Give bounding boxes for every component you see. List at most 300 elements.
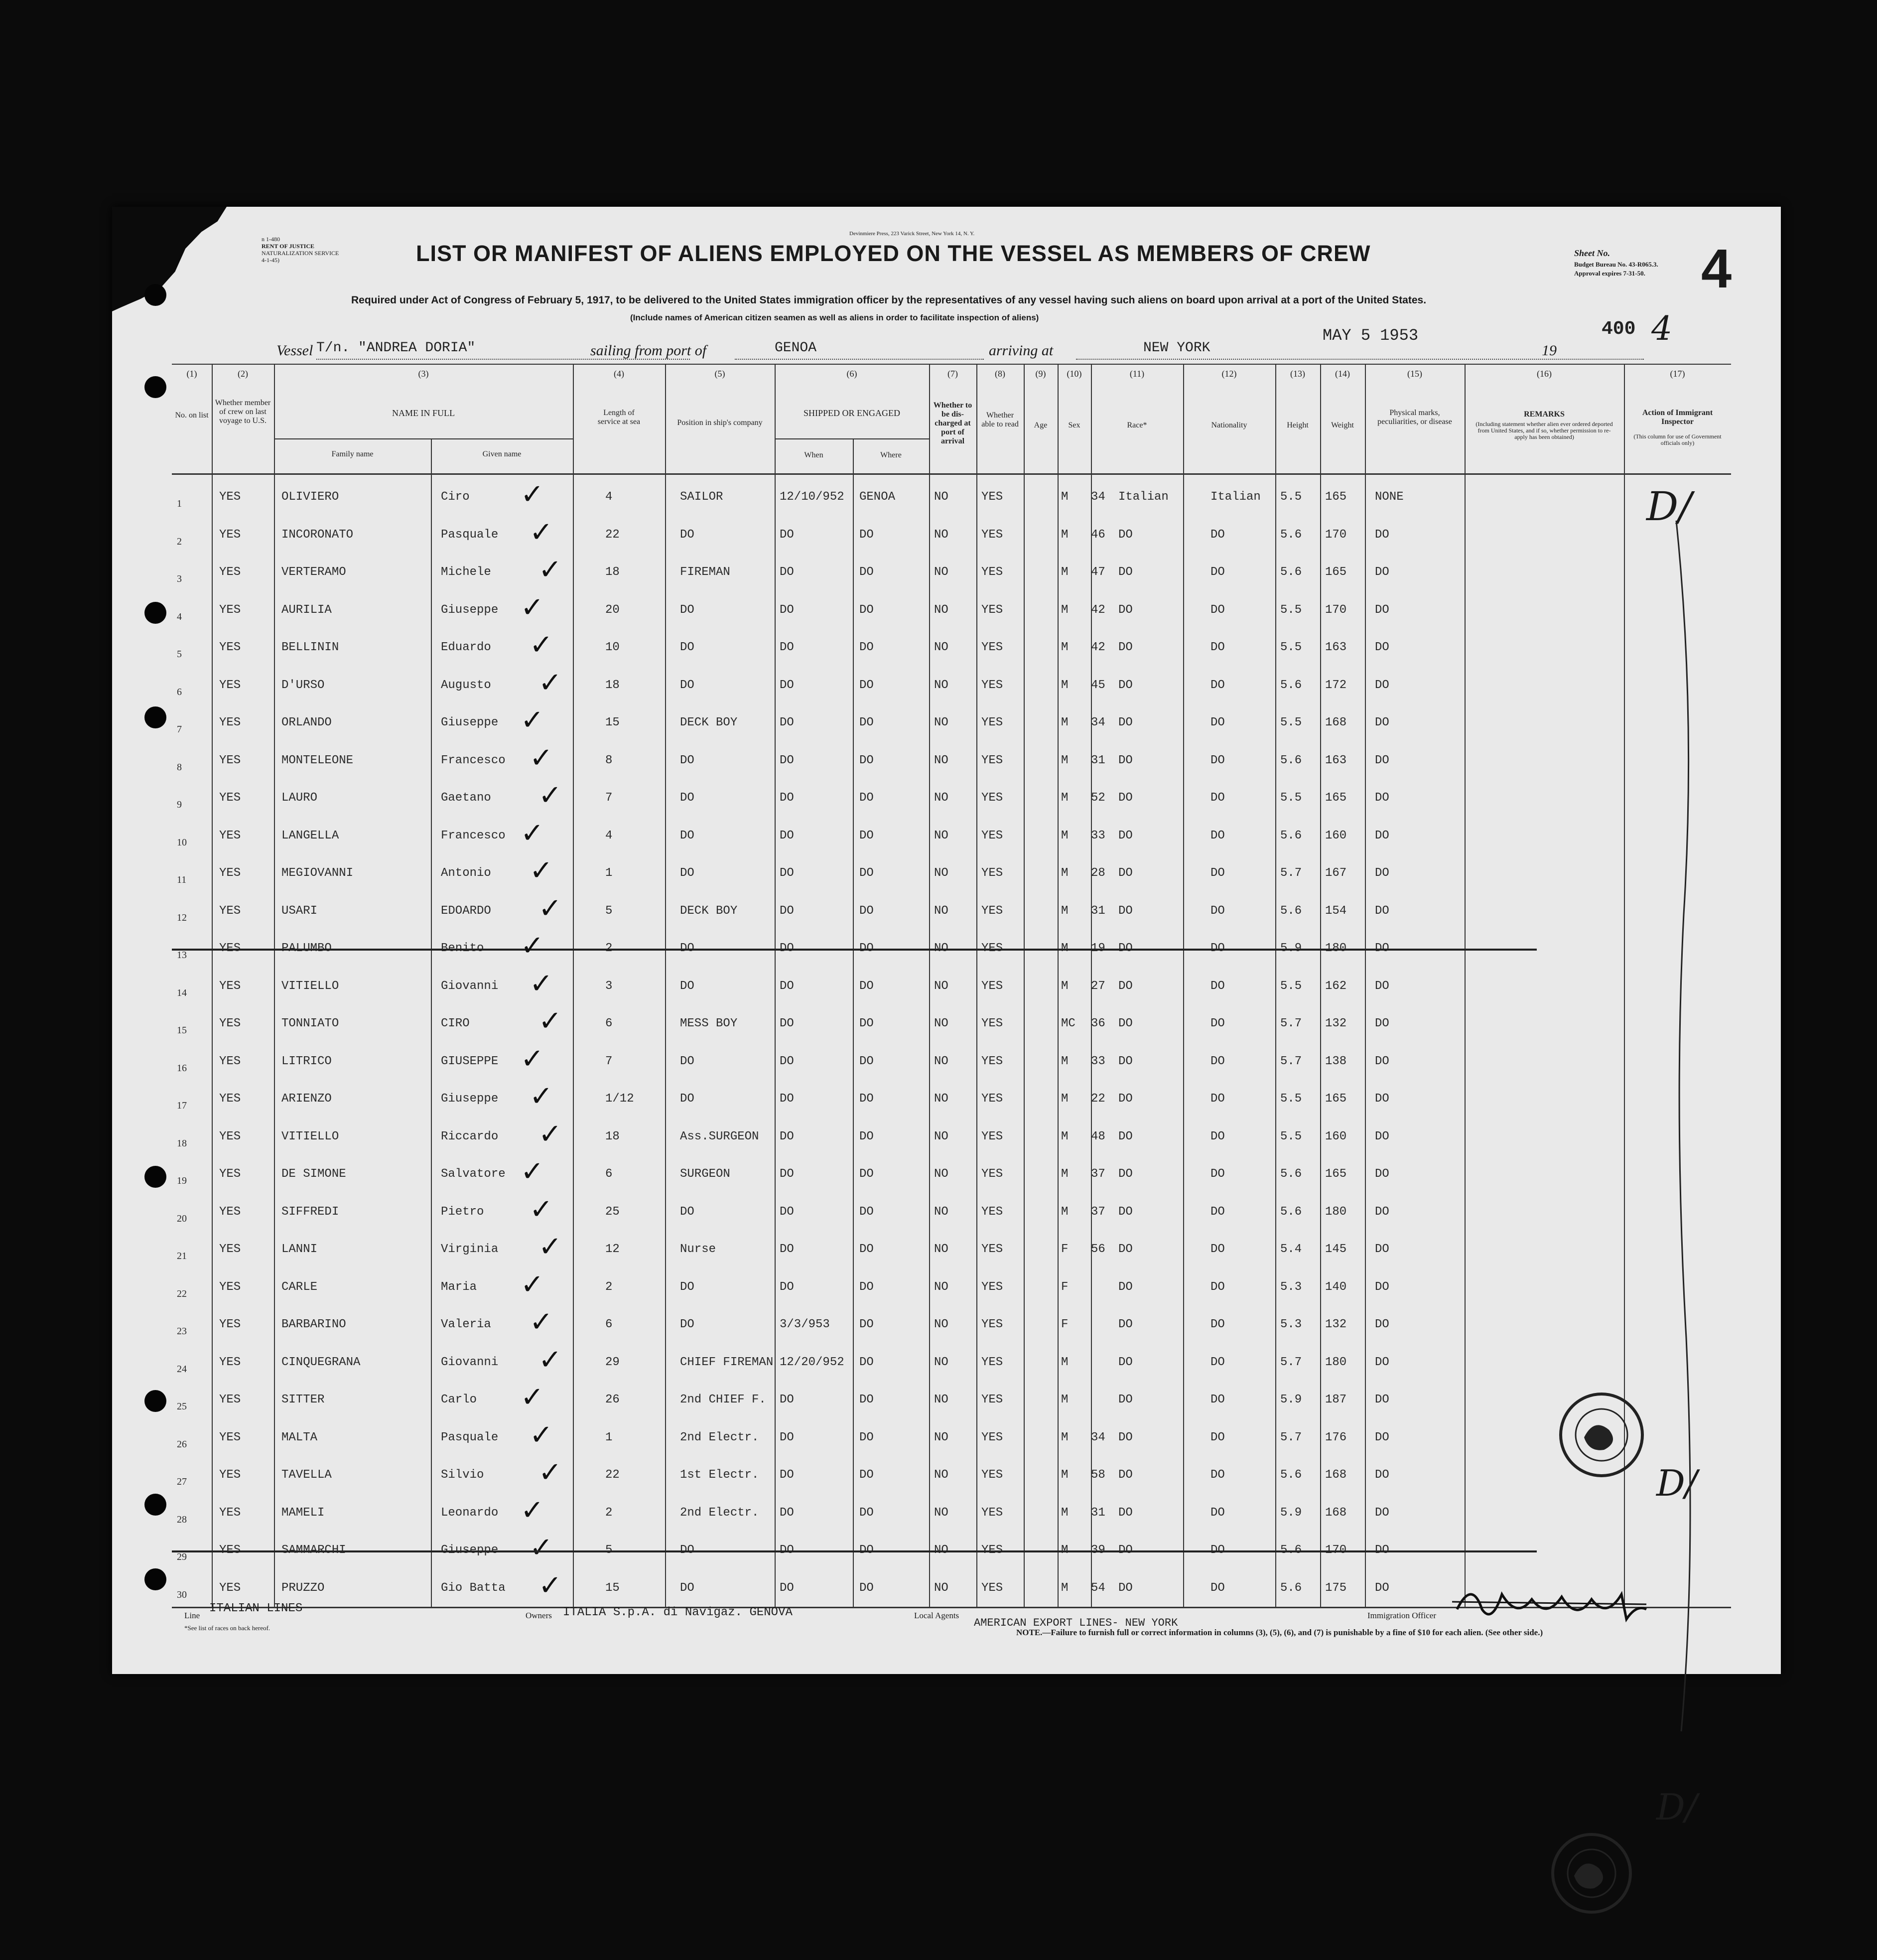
member-cell: YES (219, 641, 241, 654)
member-cell: YES (219, 1280, 241, 1294)
sex-cell: M (1061, 490, 1069, 504)
where-cell: DO (859, 979, 874, 993)
weight-cell: 180 (1325, 1355, 1347, 1369)
weight-cell: 140 (1325, 1280, 1347, 1294)
length-cell: 1 (605, 866, 613, 880)
col-num: (17) (1670, 369, 1685, 379)
col-num: (14) (1335, 369, 1350, 379)
when-cell: DO (780, 1468, 794, 1482)
check-mark-icon: ✓ (521, 1381, 544, 1413)
sex-cell: M (1061, 1506, 1069, 1520)
height-cell: 5.7 (1280, 1430, 1302, 1444)
member-cell: YES (219, 565, 241, 579)
family-name-cell: LITRICO (281, 1054, 332, 1068)
race-cell: DO (1118, 565, 1133, 579)
row-number: 2 (177, 536, 182, 547)
when-cell: DO (780, 1167, 794, 1181)
height-cell: 5.6 (1280, 1543, 1302, 1557)
height-cell: 5.9 (1280, 1393, 1302, 1406)
row-number: 15 (177, 1025, 187, 1036)
age-cell: 58 (1091, 1468, 1105, 1482)
family-name-cell: AURILIA (281, 603, 332, 617)
length-cell: 18 (605, 565, 620, 579)
where-cell: DO (859, 1506, 874, 1520)
col-num: (3) (418, 369, 429, 379)
length-cell: 22 (605, 1468, 620, 1482)
physical-cell: DO (1375, 1243, 1389, 1256)
check-mark-icon: ✓ (538, 1005, 562, 1037)
age-cell: 27 (1091, 979, 1105, 993)
read-cell: YES (981, 490, 1003, 504)
discharged-cell: NO (934, 1430, 948, 1444)
weight-cell: 145 (1325, 1243, 1347, 1256)
read-cell: YES (981, 528, 1003, 542)
when-cell: DO (780, 942, 794, 955)
discharged-cell: NO (934, 942, 948, 955)
weight-cell: 176 (1325, 1430, 1347, 1444)
where-cell: DO (859, 1393, 874, 1406)
weight-cell: 165 (1325, 490, 1347, 504)
physical-cell: DO (1375, 1205, 1389, 1219)
check-mark-icon: ✓ (538, 554, 562, 586)
read-cell: YES (981, 1430, 1003, 1444)
where-cell: DO (859, 1017, 874, 1030)
weight-cell: 162 (1325, 979, 1347, 993)
when-cell: DO (780, 829, 794, 842)
member-cell: YES (219, 490, 241, 504)
race-cell: DO (1118, 979, 1133, 993)
sex-cell: M (1061, 753, 1069, 767)
height-cell: 5.6 (1280, 1468, 1302, 1482)
family-name-cell: USARI (281, 904, 318, 918)
row-number: 27 (177, 1476, 187, 1487)
officer-signature (1447, 1574, 1656, 1629)
read-cell: YES (981, 1017, 1003, 1030)
given-name-cell: Virginia (441, 1243, 499, 1256)
sailing-label: sailing from port of (590, 342, 707, 359)
check-mark-icon: ✓ (530, 1532, 553, 1564)
age-cell: 34 (1091, 490, 1105, 504)
sex-cell: M (1061, 829, 1069, 842)
nationality-cell: DO (1210, 1468, 1225, 1482)
member-cell: YES (219, 678, 241, 692)
position-cell: MESS BOY (680, 1017, 738, 1030)
length-cell: 7 (605, 791, 613, 805)
family-name-cell: VITIELLO (281, 979, 339, 993)
given-name-cell: Eduardo (441, 641, 491, 654)
position-cell: Ass.SURGEON (680, 1129, 759, 1143)
header-when: When (804, 451, 823, 459)
nationality-cell: DO (1210, 1355, 1225, 1369)
discharged-cell: NO (934, 716, 948, 729)
length-cell: 15 (605, 1581, 620, 1595)
height-cell: 5.6 (1280, 1581, 1302, 1595)
position-cell: DO (680, 1205, 694, 1219)
height-cell: 5.5 (1280, 603, 1302, 617)
physical-cell: DO (1375, 1581, 1389, 1595)
given-name-cell: Giovanni (441, 979, 499, 993)
nationality-cell: DO (1210, 1129, 1225, 1143)
race-cell: DO (1118, 528, 1133, 542)
length-cell: 15 (605, 716, 620, 729)
length-cell: 2 (605, 1506, 613, 1520)
race-cell: DO (1118, 829, 1133, 842)
given-name-cell: Benito (441, 942, 484, 955)
given-name-cell: Gaetano (441, 791, 491, 805)
arrival-date: MAY 5 1953 (1323, 326, 1419, 345)
age-cell: 34 (1091, 1430, 1105, 1444)
check-mark-icon: ✓ (530, 967, 553, 1000)
age-cell: 33 (1091, 1054, 1105, 1068)
member-cell: YES (219, 1393, 241, 1406)
table-row (172, 554, 1731, 590)
discharged-cell: NO (934, 641, 948, 654)
service: NATURALIZATION SERVICE (262, 250, 339, 257)
officer-label: Immigration Officer (1367, 1611, 1437, 1620)
nationality-cell: DO (1210, 753, 1225, 767)
age-cell: 31 (1091, 904, 1105, 918)
weight-cell: 170 (1325, 1543, 1347, 1557)
race-cell: DO (1118, 1355, 1133, 1369)
read-cell: YES (981, 1205, 1003, 1219)
race-cell: DO (1118, 603, 1133, 617)
when-cell: DO (780, 1054, 794, 1068)
given-name-cell: Ciro (441, 490, 470, 504)
table-row (172, 1532, 1731, 1568)
col-num: (5) (714, 369, 725, 379)
given-name-cell: Riccardo (441, 1129, 499, 1143)
where-cell: DO (859, 753, 874, 767)
age-cell: 46 (1091, 528, 1105, 542)
where-cell: DO (859, 942, 874, 955)
discharged-cell: NO (934, 1468, 948, 1482)
height-cell: 5.3 (1280, 1280, 1302, 1294)
where-cell: DO (859, 1581, 874, 1595)
read-cell: YES (981, 1506, 1003, 1520)
header-physical: Physical marks, peculiarities, or disease (1377, 409, 1452, 426)
physical-cell: DO (1375, 1280, 1389, 1294)
line-value: ITALIAN LINES (209, 1602, 303, 1615)
when-cell: DO (780, 904, 794, 918)
where-cell: DO (859, 603, 874, 617)
header-remarks-note: (Including statement whether alien ever ordered deported from United States, and if so, whether permission to re-apply has been obtained) (1475, 420, 1613, 440)
row-number: 16 (177, 1062, 187, 1074)
position-cell: DO (680, 866, 694, 880)
race-cell: DO (1118, 1318, 1133, 1331)
table-row (172, 1306, 1731, 1343)
where-cell: DO (859, 791, 874, 805)
member-cell: YES (219, 1318, 241, 1331)
family-name-cell: MEGIOVANNI (281, 866, 354, 880)
table-row (172, 1005, 1731, 1042)
where-cell: DO (859, 1092, 874, 1106)
when-cell: 3/3/953 (780, 1318, 830, 1331)
header-weight: Weight (1331, 421, 1354, 429)
weight-cell: 163 (1325, 641, 1347, 654)
physical-cell: DO (1375, 1167, 1389, 1181)
when-cell: DO (780, 1129, 794, 1143)
given-name-cell: Giuseppe (441, 1543, 499, 1557)
height-cell: 5.5 (1280, 1092, 1302, 1106)
when-cell: DO (780, 753, 794, 767)
height-cell: 5.6 (1280, 565, 1302, 579)
when-cell: DO (780, 1017, 794, 1030)
sex-cell: F (1061, 1243, 1069, 1256)
check-mark-icon: ✓ (538, 1456, 562, 1489)
position-cell: CHIEF FIREMAN (680, 1355, 774, 1369)
sex-cell: F (1061, 1280, 1069, 1294)
check-mark-icon: ✓ (538, 1118, 562, 1150)
physical-cell: DO (1375, 829, 1389, 842)
race-cell: DO (1118, 1243, 1133, 1256)
row-number: 3 (177, 573, 182, 584)
sex-cell: M (1061, 716, 1069, 729)
handwritten-four: 4 (1651, 309, 1672, 348)
table-top-rule (172, 364, 1731, 365)
given-name-cell: Gio Batta (441, 1581, 506, 1595)
position-cell: DECK BOY (680, 904, 738, 918)
member-cell: YES (219, 753, 241, 767)
where-cell: DO (859, 1167, 874, 1181)
length-cell: 4 (605, 829, 613, 842)
form-date: 4-1-45) (262, 257, 279, 264)
nationality-cell: DO (1210, 641, 1225, 654)
length-cell: 6 (605, 1318, 613, 1331)
discharged-cell: NO (934, 866, 948, 880)
check-mark-icon: ✓ (530, 1080, 553, 1113)
race-cell: DO (1118, 1543, 1133, 1557)
position-cell: 2nd Electr. (680, 1506, 759, 1520)
race-cell: DO (1118, 1129, 1133, 1143)
position-cell: DO (680, 942, 694, 955)
where-cell: DO (859, 1129, 874, 1143)
col-num: (12) (1221, 369, 1237, 379)
nationality-cell: DO (1210, 1393, 1225, 1406)
age-cell: 47 (1091, 565, 1105, 579)
read-cell: YES (981, 979, 1003, 993)
discharged-cell: NO (934, 603, 948, 617)
physical-cell: DO (1375, 528, 1389, 542)
height-cell: 5.4 (1280, 1243, 1302, 1256)
height-cell: 5.5 (1280, 641, 1302, 654)
nationality-cell: DO (1210, 1318, 1225, 1331)
nationality-cell: DO (1210, 1167, 1225, 1181)
length-cell: 2 (605, 942, 613, 955)
height-cell: 5.9 (1280, 942, 1302, 955)
sex-cell: M (1061, 678, 1069, 692)
nationality-cell: DO (1210, 1280, 1225, 1294)
header-name: NAME IN FULL (392, 408, 455, 418)
sheet-number: 4 (1701, 238, 1732, 299)
race-cell: DO (1118, 1017, 1133, 1030)
given-name-cell: Francesco (441, 829, 506, 842)
race-cell: DO (1118, 1054, 1133, 1068)
given-name-cell: Giovanni (441, 1355, 499, 1369)
table-row (172, 1456, 1731, 1493)
length-cell: 4 (605, 490, 613, 504)
row-number: 10 (177, 837, 187, 848)
sex-cell: M (1061, 1205, 1069, 1219)
member-cell: YES (219, 1355, 241, 1369)
member-cell: YES (219, 1243, 241, 1256)
age-cell: 36 (1091, 1017, 1105, 1030)
position-cell: DO (680, 641, 694, 654)
age-cell: 19 (1091, 942, 1105, 955)
read-cell: YES (981, 1581, 1003, 1595)
row-number: 29 (177, 1551, 187, 1562)
physical-cell: NONE (1375, 490, 1404, 504)
weight-cell: 168 (1325, 716, 1347, 729)
read-cell: YES (981, 829, 1003, 842)
member-cell: YES (219, 1430, 241, 1444)
sex-cell: M (1061, 528, 1069, 542)
sex-cell: M (1061, 1167, 1069, 1181)
row-number: 21 (177, 1251, 187, 1261)
sex-cell: M (1061, 904, 1069, 918)
age-cell: 42 (1091, 603, 1105, 617)
header-action-note: (This column for use of Government officials only) (1633, 433, 1722, 446)
position-cell: DO (680, 678, 694, 692)
table-row (172, 1231, 1731, 1267)
given-name-cell: Valeria (441, 1318, 491, 1331)
race-cell: DO (1118, 791, 1133, 805)
position-cell: 1st Electr. (680, 1468, 759, 1482)
length-cell: 5 (605, 1543, 613, 1557)
physical-cell: DO (1375, 1468, 1389, 1482)
length-cell: 25 (605, 1205, 620, 1219)
given-name-cell: Maria (441, 1280, 477, 1294)
length-cell: 12 (605, 1243, 620, 1256)
table-row (172, 817, 1731, 854)
length-cell: 7 (605, 1054, 613, 1068)
family-name-cell: D'URSO (281, 678, 325, 692)
weight-cell: 168 (1325, 1468, 1347, 1482)
when-cell: DO (780, 1243, 794, 1256)
torn-corner (112, 207, 227, 311)
table-row (172, 1494, 1731, 1531)
race-cell: DO (1118, 1393, 1133, 1406)
where-cell: DO (859, 1205, 874, 1219)
nationality-cell: DO (1210, 979, 1225, 993)
where-cell: DO (859, 904, 874, 918)
table-row (172, 1381, 1731, 1418)
height-cell: 5.5 (1280, 716, 1302, 729)
height-cell: 5.6 (1280, 528, 1302, 542)
physical-cell: DO (1375, 1092, 1389, 1106)
table-row (172, 1419, 1731, 1456)
where-cell: DO (859, 1318, 874, 1331)
row-number: 25 (177, 1401, 187, 1412)
member-cell: YES (219, 979, 241, 993)
row-number: 4 (177, 611, 182, 622)
member-cell: YES (219, 716, 241, 729)
discharged-cell: NO (934, 979, 948, 993)
approval-expiry: Approval expires 7-31-50. (1574, 270, 1645, 277)
check-mark-icon: ✓ (530, 1193, 553, 1226)
inspector-mark: D/ (1656, 1462, 1697, 1504)
sex-cell: M (1061, 1393, 1069, 1406)
position-cell: DO (680, 603, 694, 617)
nationality-cell: DO (1210, 1092, 1225, 1106)
sex-cell: MC (1061, 1017, 1075, 1030)
member-cell: YES (219, 866, 241, 880)
read-cell: YES (981, 716, 1003, 729)
race-cell: DO (1118, 1205, 1133, 1219)
row-number: 18 (177, 1137, 187, 1149)
physical-cell: DO (1375, 716, 1389, 729)
member-cell: YES (219, 1017, 241, 1030)
height-cell: 5.7 (1280, 1017, 1302, 1030)
member-cell: YES (219, 528, 241, 542)
discharged-cell: NO (934, 1129, 948, 1143)
family-name-cell: ORLANDO (281, 716, 332, 729)
check-mark-icon: ✓ (530, 629, 553, 661)
sex-cell: M (1061, 1581, 1069, 1595)
given-name-cell: Antonio (441, 866, 491, 880)
position-cell: DO (680, 1280, 694, 1294)
table-row (172, 1344, 1731, 1381)
sex-cell: F (1061, 1318, 1069, 1331)
check-mark-icon: ✓ (538, 1343, 562, 1376)
physical-cell: DO (1375, 1054, 1389, 1068)
race-cell: DO (1118, 1506, 1133, 1520)
when-cell: DO (780, 791, 794, 805)
physical-cell: DO (1375, 1506, 1389, 1520)
position-cell: SURGEON (680, 1167, 730, 1181)
nationality-cell: DO (1210, 1506, 1225, 1520)
member-cell: YES (219, 603, 241, 617)
weight-cell: 170 (1325, 603, 1347, 617)
check-mark-icon: ✓ (538, 1231, 562, 1263)
header-remarks: REMARKS (1524, 410, 1565, 419)
read-cell: YES (981, 942, 1003, 955)
check-mark-icon: ✓ (530, 516, 553, 549)
sex-cell: M (1061, 942, 1069, 955)
height-cell: 5.3 (1280, 1318, 1302, 1331)
form-number: n 1-480 (262, 236, 280, 243)
where-cell: DO (859, 528, 874, 542)
position-cell: DO (680, 753, 694, 767)
age-cell: 39 (1091, 1543, 1105, 1557)
header-action: Action of Immigrant Inspector (1642, 409, 1713, 426)
height-cell: 5.6 (1280, 829, 1302, 842)
line-label: Line (184, 1611, 200, 1620)
height-cell: 5.6 (1280, 1205, 1302, 1219)
read-cell: YES (981, 1129, 1003, 1143)
family-name-cell: SIFFREDI (281, 1205, 339, 1219)
weight-cell: 187 (1325, 1393, 1347, 1406)
length-cell: 5 (605, 904, 613, 918)
when-cell: DO (780, 1543, 794, 1557)
age-cell: 52 (1091, 791, 1105, 805)
read-cell: YES (981, 565, 1003, 579)
page-title: LIST OR MANIFEST OF ALIENS EMPLOYED ON THE VESSEL AS MEMBERS OF CREW (416, 241, 1371, 266)
row-number: 14 (177, 987, 187, 998)
table-row (172, 516, 1731, 553)
row-number: 28 (177, 1514, 187, 1525)
discharged-cell: NO (934, 1017, 948, 1030)
header-read: Whether able to read (981, 411, 1019, 428)
member-cell: YES (219, 942, 241, 955)
table-row (172, 478, 1731, 515)
owners-value: ITALIA S.p.A. di Navigaz. GENOVA (563, 1606, 793, 1619)
family-name-cell: LAURO (281, 791, 318, 805)
weight-cell: 163 (1325, 753, 1347, 767)
header-where: Where (880, 451, 902, 459)
discharged-cell: NO (934, 1581, 948, 1595)
stamp-number: 400 (1602, 318, 1636, 340)
age-cell: 54 (1091, 1581, 1105, 1595)
